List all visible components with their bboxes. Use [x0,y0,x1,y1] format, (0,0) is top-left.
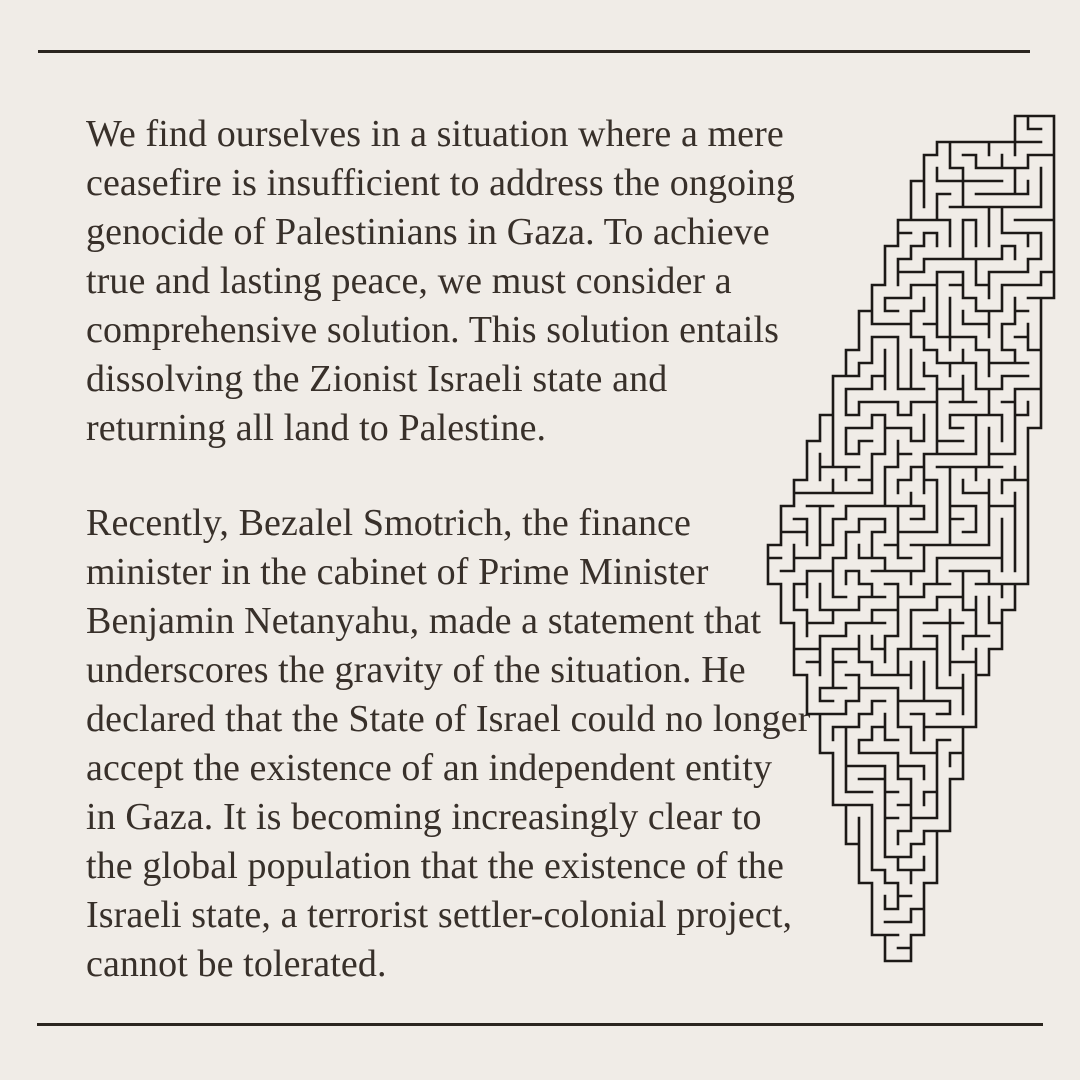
text-line: in Gaza. It is becoming increasingly clear to [86,796,762,838]
text-line: ceasefire is insufficient to address the ongoing [86,162,796,204]
text-line: cannot be tolerated. [86,943,387,985]
text-line: Benjamin Netanyahu, made a statement that [86,600,762,642]
text-line: minister in the cabinet of Prime Minister [86,551,709,593]
text-line: accept the existence of an independent entity [86,747,773,789]
text-line: declared that the State of Israel could no longer [86,698,811,740]
text-line: underscores the gravity of the situation. He [86,649,746,691]
maze-walls [768,116,1054,961]
text-line: We find ourselves in a situation where a mere [86,113,784,155]
text-line: genocide of Palestinians in Gaza. To achieve [86,211,770,253]
text-line: comprehensive solution. This solution entails [86,309,780,351]
text-line: dissolving the Zionist Israeli state and [86,358,668,400]
text-line: returning all land to Palestine. [86,407,547,449]
text-line: the global population that the existence of the [86,845,784,887]
text-line: true and lasting peace, we must consider a [86,260,732,302]
text-line: Recently, Bezalel Smotrich, the finance [86,502,691,544]
bottom-rule [37,1023,1043,1026]
text-line: Israeli state, a terrorist settler-colonial project, [86,894,793,936]
